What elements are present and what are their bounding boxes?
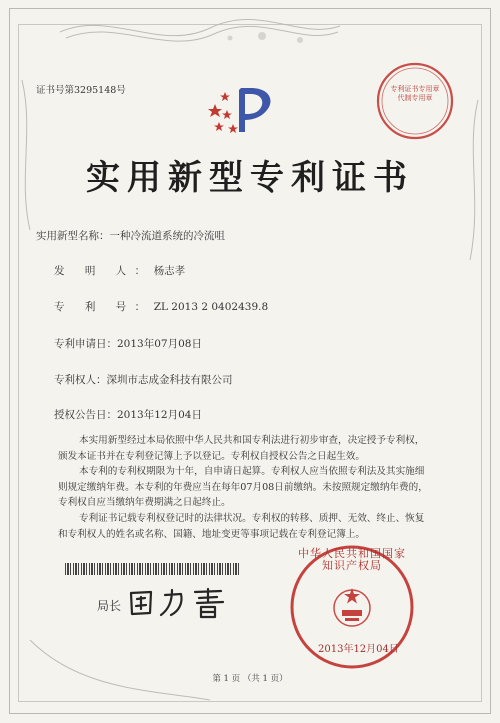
field-patent-no-label: 专 利 号： bbox=[54, 301, 154, 313]
field-patentee bbox=[54, 372, 233, 387]
field-name-value: 一种冷流道系统的冷流咀 bbox=[109, 230, 225, 242]
body-paragraph: 本专利的专利权期限为十年，自申请日起算。专利权人应当依照专利法及其实施细则规定缴纳年费。本专利的年费应当在每年07月08日前缴纳。未按照规定缴纳年费的，专利权自应当缴纳年费期满之日起终止。 bbox=[58, 466, 428, 509]
official-stamp-text: 中华人民共和国国家知识产权局 bbox=[298, 547, 406, 572]
barcode bbox=[65, 563, 240, 575]
field-inventor-label: 发 明 人： bbox=[54, 265, 154, 277]
field-name bbox=[36, 228, 225, 243]
field-grant-date-value: 2013年12月04日 bbox=[117, 409, 202, 421]
field-name-label: 实用新型名称： bbox=[36, 230, 110, 242]
field-patentee-label: 专利权人： bbox=[54, 374, 107, 386]
field-grant-date bbox=[54, 407, 202, 422]
body-paragraph: 本实用新型经过本局依照中华人民共和国专利法进行初步审查，决定授予专利权，颁发本证书并在专利登记簿上予以登记。专利权自授权公告之日起生效。 bbox=[58, 435, 425, 462]
field-filing-date-label: 专利申请日： bbox=[54, 338, 117, 350]
certificate-title: 实用新型专利证书 bbox=[86, 158, 414, 198]
body-paragraph: 专利证书记载专利权登记时的法律状况。专利权的转移、质押、无效、终止、恢复和专利权人的姓名或名称、国籍、地址变更等事项记载在专利登记簿上。 bbox=[58, 512, 425, 540]
field-patent-no-value: ZL 2013 2 0402439.8 bbox=[153, 301, 269, 313]
field-inventor bbox=[54, 263, 185, 278]
director-signature bbox=[125, 585, 245, 621]
field-grant-date-label: 授权公告日： bbox=[54, 409, 117, 421]
field-patentee-value: 深圳市志成金科技有限公司 bbox=[106, 374, 233, 386]
director-label: 局长 bbox=[97, 599, 122, 613]
field-filing-date-value: 2013年07月08日 bbox=[117, 338, 202, 350]
certificate-number: 证书号第3295148号 bbox=[36, 85, 126, 96]
page-footer: 第 1 页 （共 1 页） bbox=[212, 674, 288, 684]
small-seal-text: 专利证书专用章 代制专用章 bbox=[390, 85, 440, 102]
patent-office-logo bbox=[205, 82, 279, 136]
field-filing-date bbox=[54, 336, 202, 351]
certificate-body bbox=[58, 433, 428, 542]
field-patent-no bbox=[54, 299, 268, 314]
stamp-date: 2013年12月04日 bbox=[318, 644, 399, 655]
field-inventor-value: 杨志孝 bbox=[153, 265, 186, 277]
